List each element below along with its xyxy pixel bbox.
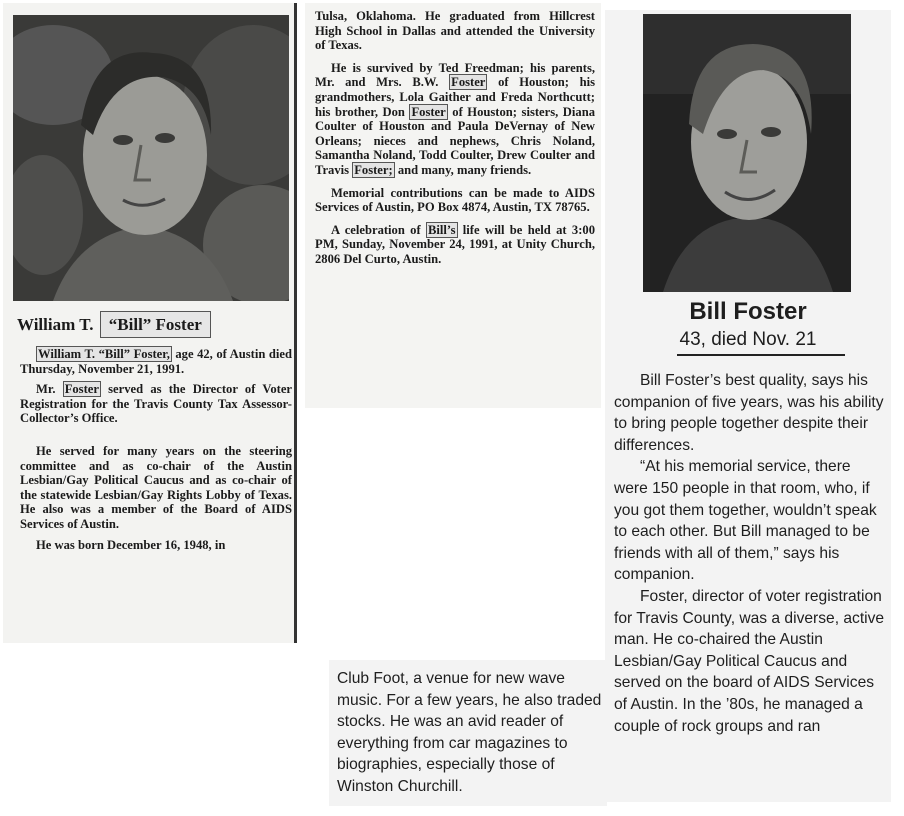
obituary-clip-3 bbox=[605, 10, 891, 802]
headline-nickname: “Bill” Foster bbox=[100, 311, 211, 338]
column-rule bbox=[294, 3, 297, 643]
obituary-subhead: 43, died Nov. 21 bbox=[679, 329, 817, 350]
paragraph-text: of Houston; sisters, Diana Coulter of Houston and Paula DeVernay of New Orleans; nieces and nephews, Chris Noland, Samantha Noland, Todd Coulter, Drew Coulter and Travis bbox=[315, 104, 596, 177]
headline-name-prefix: William T. bbox=[17, 315, 94, 334]
paragraph-text: of Houston; his grandmothers, Lola Gaither and Freda Northcutt; his brother, Don bbox=[315, 75, 595, 119]
obituary-clip-2 bbox=[305, 3, 601, 408]
body-paragraph: Club Foot, a venue for new wave music. For a few years, he also traded stocks. He was an avid reader of everything from car magazines to biographies, especially those of Winston Churchill. bbox=[337, 670, 602, 795]
body-paragraph bbox=[315, 223, 595, 267]
paragraph-text: life will be held at 3:00 PM, Sunday, November 24, 1991, at Unity Church, 2806 Del Curto, Austin. bbox=[315, 222, 595, 266]
paragraph-text: and many, many friends. bbox=[394, 162, 532, 177]
body-paragraph bbox=[20, 382, 292, 426]
portrait-photo-2 bbox=[643, 14, 851, 292]
paragraph-text: served as the Director of Voter Registration for the Travis County Tax Assessor-Collector’s Office. bbox=[20, 382, 292, 426]
highlighted-name: Bill’s bbox=[427, 222, 456, 237]
paragraph-text: He is survived by Ted Freedman; his parents, Mr. and Mrs. B.W. bbox=[315, 60, 595, 90]
obituary-body-2 bbox=[315, 9, 595, 267]
obituary-clip-4 bbox=[329, 660, 607, 806]
highlighted-name: Foster bbox=[64, 382, 99, 397]
subhead-rule bbox=[677, 354, 845, 356]
obituary-headline-3: Bill Foster bbox=[689, 298, 807, 325]
body-paragraph: Foster, director of voter registration for Travis County, was a diverse, active man. He co-chaired the Austin Lesbian/Gay Political Caucus and served on the board of AIDS Services of Austin. In the ’80s, he managed a couple of rock groups and ran bbox=[614, 587, 885, 735]
body-paragraph: “At his memorial service, there were 150 people in that room, who, if you got them together, wouldn’t speak to each other. But Bill managed to be friends with all of them,” says his companion. bbox=[614, 458, 877, 584]
paragraph-text: age 42, of Austin died Thursday, November 21, 1991. bbox=[20, 347, 292, 376]
body-paragraph: He served for many years on the steering committee and as co-chair of the Austin Lesbian/Gay Political Caucus and as co-chair of the statewide Lesbian/Gay Rights Lobby of Texas. He also was a member of the Board of AIDS Services of Austin. bbox=[20, 443, 292, 531]
highlighted-name: Foster bbox=[451, 75, 486, 90]
highlighted-name: William T. “Bill” Foster, bbox=[38, 347, 170, 361]
body-paragraph bbox=[20, 347, 292, 376]
highlighted-name: Foster; bbox=[354, 162, 393, 177]
body-paragraph: Memorial contributions can be made to AIDS Services of Austin, PO Box 4874, Austin, TX 78765. bbox=[315, 185, 595, 215]
body-paragraph bbox=[315, 61, 595, 178]
paragraph-text: A celebration of bbox=[331, 222, 426, 237]
body-paragraph: He was born December 16, 1948, in bbox=[36, 537, 226, 552]
portrait-photo-1 bbox=[13, 15, 289, 301]
body-paragraph: Tulsa, Oklahoma. He graduated from Hillcrest High School in Dallas and attended the University of Texas. bbox=[315, 9, 595, 53]
paragraph-text: Mr. bbox=[36, 382, 63, 397]
obituary-body-3 bbox=[614, 370, 886, 737]
body-paragraph: Bill Foster’s best quality, says his companion of five years, was his ability to bring people together despite their differences. bbox=[614, 372, 884, 454]
highlighted-name: Foster bbox=[411, 104, 446, 119]
obituary-body-1 bbox=[20, 347, 292, 552]
obituary-clip-1 bbox=[3, 3, 296, 643]
obituary-headline-1 bbox=[17, 315, 211, 335]
